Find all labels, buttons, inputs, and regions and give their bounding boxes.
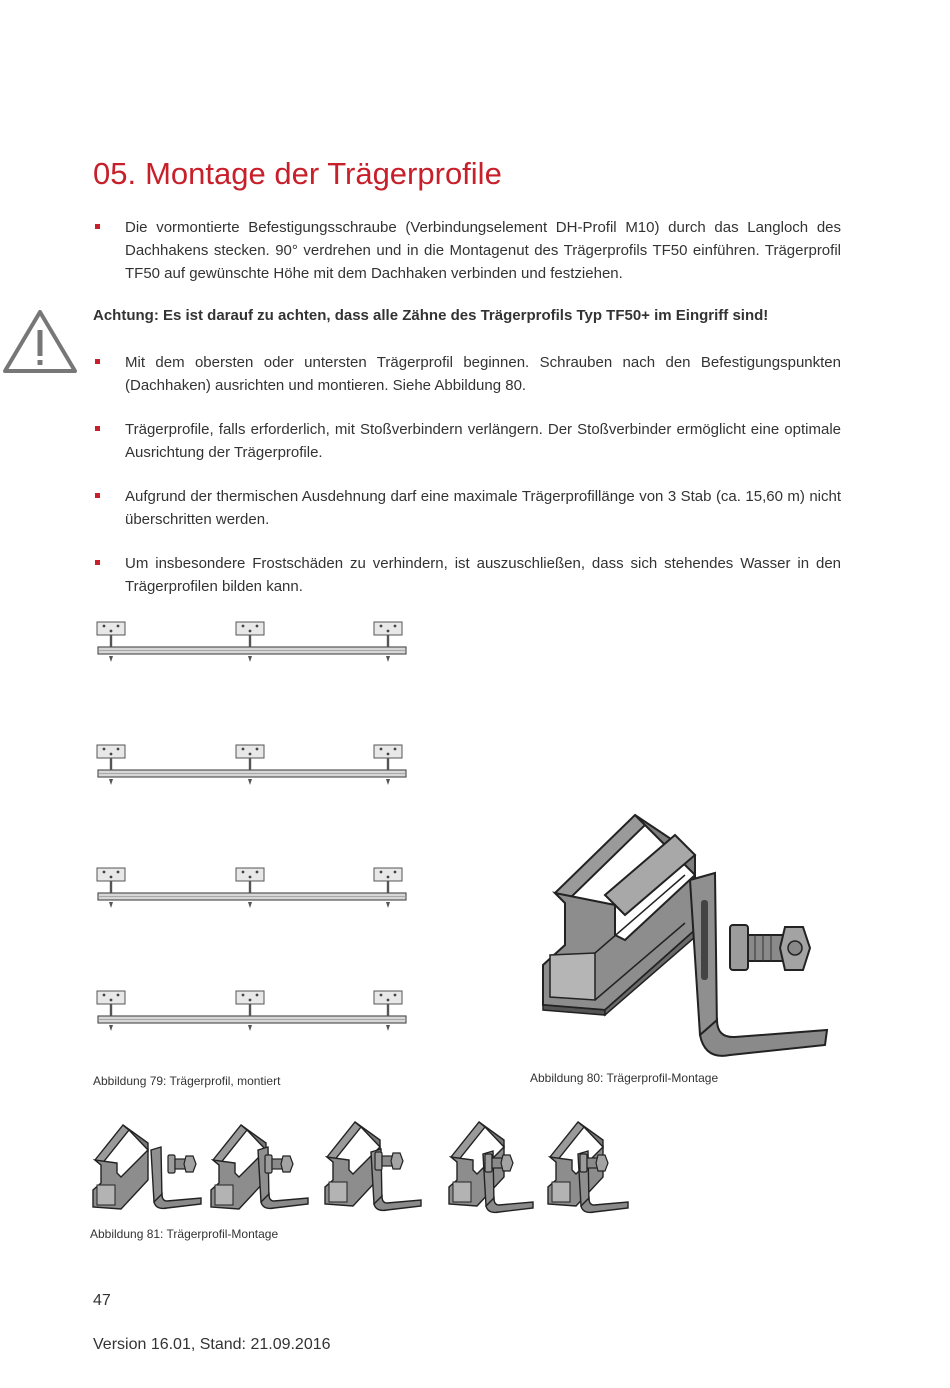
bullet-item: Aufgrund der thermischen Ausdehnung darf eine maximale Trägerprofillänge von 3 Stab (ca. 15,60 m) nicht überschritten werden. xyxy=(125,485,841,531)
page-number: 47 xyxy=(93,1292,111,1309)
version-info: Version 16.01, Stand: 21.09.2016 xyxy=(93,1336,331,1353)
caption-figure-79: Abbildung 79: Trägerprofil, montiert xyxy=(93,1074,281,1088)
bullet-item: Trägerprofile, falls erforderlich, mit Stoßverbindern verlängern. Der Stoßverbinder ermöglicht eine optimale Ausrichtung der Trägerprofile. xyxy=(125,418,841,464)
warning-text: Achtung: Es ist darauf zu achten, dass alle Zähne des Trägerprofils Typ TF50+ im Eingriff sind! xyxy=(93,307,769,324)
bullet-item: Die vormontierte Befestigungsschraube (Verbindungselement DH-Profil M10) durch das Langloch des Dachhakens stecken. 90° verdrehen und in die Montagenut des Trägerprofils TF50 einführen. Trägerprofil TF50 auf gewünschte Höhe mit dem Dachhaken verbinden und festziehen. xyxy=(125,216,841,285)
figure-79-mounted-rails xyxy=(93,612,411,1032)
bullet-item: Um insbesondere Frostschäden zu verhindern, ist auszuschließen, dass sich stehendes Wasser in den Trägerprofilen bilden kann. xyxy=(125,552,841,598)
section-title: Montage der Trägerprofile xyxy=(145,156,502,191)
warning-triangle-icon xyxy=(2,308,78,374)
caption-figure-81: Abbildung 81: Trägerprofil-Montage xyxy=(90,1227,279,1241)
section-number: 05. xyxy=(93,156,137,191)
page-title xyxy=(93,156,502,192)
caption-figure-80: Abbildung 80: Trägerprofil-Montage xyxy=(530,1071,719,1085)
figure-80-rail-mounting xyxy=(535,805,835,1067)
bullet-item: Mit dem obersten oder untersten Trägerprofil beginnen. Schrauben nach den Befestigungspunkten (Dachhaken) ausrichten und montieren. Siehe Abbildung 80. xyxy=(125,351,841,397)
figure-81-mounting-steps xyxy=(93,1110,628,1210)
